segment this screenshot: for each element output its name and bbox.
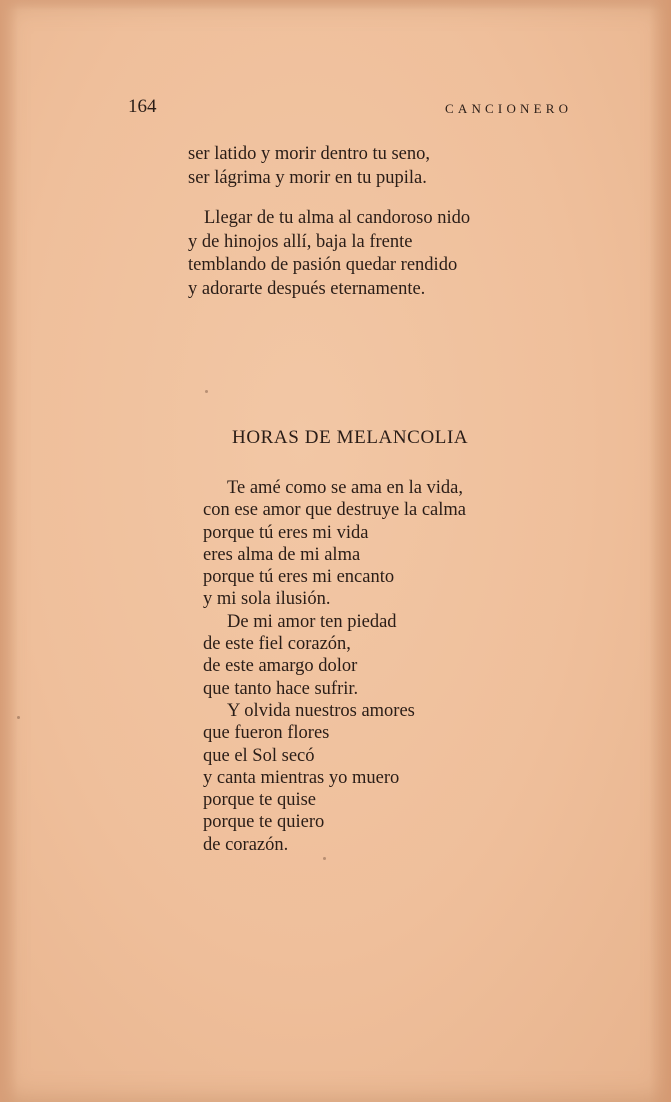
verse-line: de este amargo dolor (203, 656, 358, 677)
paper-speck (205, 390, 208, 393)
page-number: 164 (128, 96, 157, 117)
verse-line: de este fiel corazón, (203, 634, 351, 655)
verse-line: Te amé como se ama en la vida, (227, 478, 464, 498)
stanza-1 (188, 143, 430, 190)
verse-line: temblando de pasión quedar rendido (188, 255, 458, 275)
verse-line: ser lágrima y morir en tu pupila. (188, 167, 427, 188)
poem-title: HORAS DE MELANCOLIA (232, 427, 469, 448)
page-right-edge (649, 0, 671, 1102)
verse-line: y canta mientras yo muero (203, 767, 400, 788)
paper-speck (17, 716, 20, 719)
verse-line: y mi sola ilusión. (203, 589, 331, 610)
stanza-2 (188, 207, 470, 301)
verse-line: que el Sol secó (203, 745, 315, 766)
verse-line: porque tú eres mi encanto (203, 567, 395, 588)
verse-line: Llegar de tu alma al candoroso nido (204, 208, 471, 228)
verse-line: eres alma de mi alma (203, 544, 361, 565)
verse-line: porque te quise (203, 790, 317, 811)
verse-line: ser latido y morir dentro tu seno, (188, 144, 430, 164)
verse-line: con ese amor que destruye la calma (203, 500, 466, 521)
verse-line: y de hinojos allí, baja la frente (188, 231, 413, 252)
verse-line: porque te quiero (203, 812, 325, 833)
verse-line: que fueron flores (203, 723, 330, 744)
verse-line: de corazón. (203, 834, 289, 855)
verse-line: que tanto hace sufrir. (203, 678, 359, 699)
verse-line: De mi amor ten piedad (227, 611, 397, 632)
verse-line: y adorarte después eternamente. (188, 278, 426, 299)
poem-body (203, 477, 466, 856)
paper-speck (323, 857, 326, 860)
page-top-edge (0, 0, 671, 10)
page-left-edge (0, 0, 18, 1102)
verse-line: Y olvida nuestros amores (227, 700, 415, 721)
verse-line: porque tú eres mi vida (203, 522, 369, 543)
running-head: CANCIONERO (445, 101, 573, 116)
